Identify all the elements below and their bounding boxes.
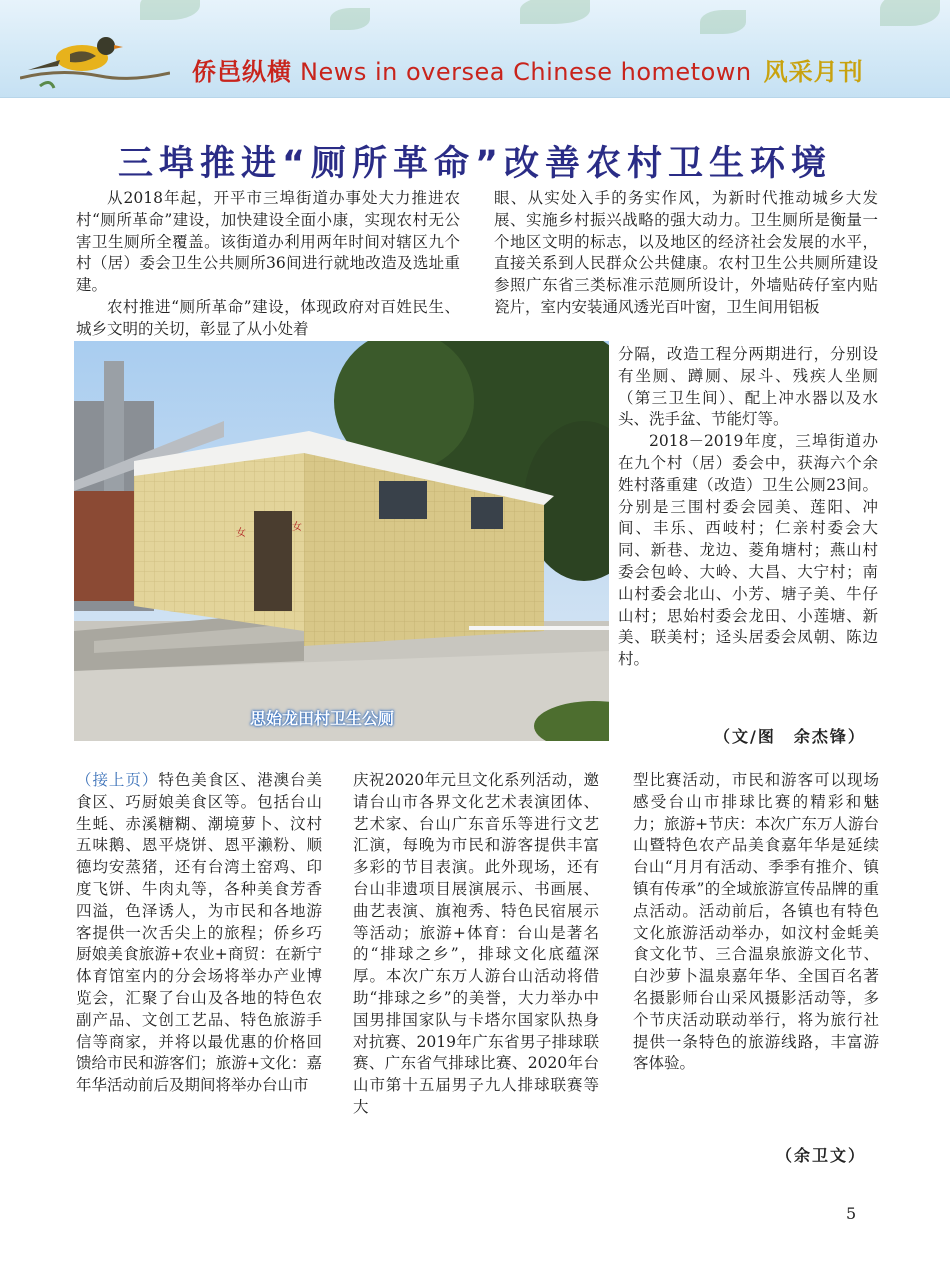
continued-marker: （接上页） — [76, 771, 159, 789]
photo-caption: 思始龙田村卫生公厕 — [250, 709, 395, 728]
bird-illustration — [20, 18, 170, 93]
continued-column-1 — [76, 770, 322, 1097]
page-number: 5 — [846, 1204, 857, 1223]
article-title: 三埠推进“厕所革命”改善农村卫生环境 — [117, 144, 832, 184]
paragraph: 分隔，改造工程分两期进行，分别设有坐厕、蹲厕、尿斗、残疾人坐厕（第三卫生间）、配上冲水器以及水头、洗手盆、节能灯等。 — [618, 345, 878, 429]
toilet-sign-left: 女 — [236, 528, 246, 539]
section-name-cn: 侨邑纵横 — [192, 58, 292, 86]
paragraph: 庆祝2020年元旦文化系列活动，邀请台山市各界文化艺术表演团体、艺术家、台山广东音乐等进行文艺汇演，每晚为市民和游客提供丰富多彩的节目表演。此外现场，还有台山非遗项目展演展示、书画展、曲艺表演、旗袍秀、特色民宿展示等活动；旅游+体育：台山是著名的“排球之乡”，排球文化底蕴深厚。本次广东万人游台山活动将借助“排球之乡”的美誉，大力举办中国男排国家队与卡塔尔国家队热身对抗赛、2019年广东省男子排球联赛、广东省气排球比赛、2020年台山市第十五届男子九人排球联赛等大 — [353, 771, 599, 1116]
paragraph: 特色美食区、港澳台美食区、巧厨娘美食区等。包括台山生蚝、赤溪糖糊、潮境萝卜、汶村五味鹅、恩平烧饼、恩平濑粉、顺德均安蒸猪，还有台湾土窑鸡、印度飞饼、牛肉丸等，各种美食芳香四溢，色泽诱人，为市民和各地游客提供一次舌尖上的旅程；侨乡巧厨娘美食旅游+农业+商贸：在新宁体育馆室内的分会场将举办产业博览会，汇聚了台山及各地的特色农副产品、文创工艺品、特色旅游手信等商家，并将以最优惠的价格回馈给市民和游客们；旅游+文化：嘉年华活动前后及期间将举办台山市 — [76, 771, 322, 1095]
article-column-1 — [76, 188, 460, 341]
article-column-2 — [494, 188, 878, 319]
continued-byline: （余卫文） — [776, 1146, 867, 1165]
photo-illustration — [74, 341, 609, 741]
header-title — [192, 52, 864, 87]
magazine-name: 风采月刊 — [763, 58, 864, 86]
article-column-2-side — [618, 344, 878, 671]
paragraph: 型比赛活动，市民和游客可以现场感受台山市排球比赛的精彩和魅力；旅游+节庆：本次广东万人游台山暨特色农产品美食嘉年华是延续台山“月月有活动、季季有推介、镇镇有传承”的全域旅游宣传品牌的重点活动。活动前后，各镇也有特色文化旅游活动举办，如汶村金蚝美食文化节、三合温泉旅游文化节、白沙萝卜温泉嘉年华、全国百名著名摄影师台山采风摄影活动等，多个节庆活动联动举行，将为旅行社提供一条特色的旅游线路，丰富游客体验。 — [633, 771, 879, 1073]
section-name-en: News in oversea Chinese hometown — [300, 58, 752, 86]
paragraph: 农村推进“厕所革命”建设，体现政府对百姓民生、城乡文明的关切，彰显了从小处着 — [76, 297, 460, 338]
continued-column-2 — [353, 770, 599, 1119]
paragraph: 2018－2019年度，三埠街道办在九个村（居）委会中，获海六个余姓村落重建（改造）卫生公厕23间。分别是三围村委会园美、莲阳、冲间、丰乐、西岐村；仁亲村委会大同、新巷、龙边、菱角塘村；燕山村委会包岭、大岭、大昌、大宁村；南山村委会北山、小芳、塘子美、牛仔山村；思始村委会龙田、小莲塘、新美、联美村；迳头居委会凤朝、陈边村。 — [618, 432, 878, 669]
article-byline: （文/图 余杰锋） — [714, 727, 866, 746]
toilet-photo — [74, 341, 609, 741]
paragraph: 眼、从实处入手的务实作风，为新时代推动城乡大发展、实施乡村振兴战略的强大动力。卫生厕所是衡量一个地区文明的标志，以及地区的经济社会发展的水平，直接关系到人民群众公共健康。农村卫生公共厕所建设参照广东省三类标准示范厕所设计，外墙贴砖仔室内贴瓷片，室内安装通风透光百叶窗，卫生间用铝板 — [494, 189, 878, 316]
paragraph: 从2018年起，开平市三埠街道办事处大力推进农村“厕所革命”建设，加快建设全面小康，实现农村无公害卫生厕所全覆盖。该街道办利用两年时间对辖区九个村（居）委会卫生公共厕所36间进行就地改造及选址重建。 — [76, 189, 460, 295]
continued-column-3 — [633, 770, 879, 1075]
header-banner — [0, 0, 950, 98]
toilet-sign-right: 女 — [292, 522, 302, 533]
